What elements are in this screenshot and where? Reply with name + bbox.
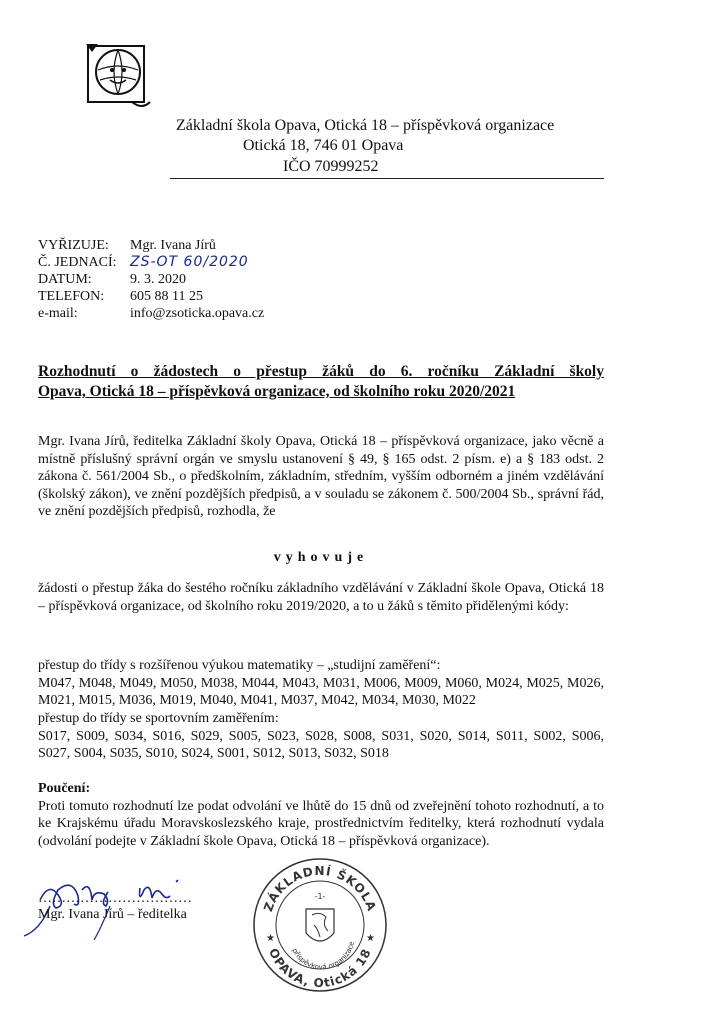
meta-value: info@zsoticka.opava.cz xyxy=(130,306,265,321)
meta-value: 605 88 11 25 xyxy=(130,289,203,304)
meta-key: e-mail: xyxy=(38,306,78,321)
sport-codes: S017, S009, S034, S016, S029, S005, S023, S028, S008, S031, S020, S014, S011, S002, S006, S027, S004, S035, S010, S024, S001, S012, S013, S032, S018 xyxy=(38,728,604,761)
stamp-bottom-text: OPAVA, Otická 18 xyxy=(265,946,374,991)
meta-block xyxy=(38,237,264,322)
signature-dots: …………………………… xyxy=(38,891,192,906)
official-stamp xyxy=(250,855,390,995)
intro-paragraph: Mgr. Ivana Jírů, ředitelka Základní školy Opava, Otická 18 – příspěvková organizace, jako věcně a místně příslušný správní orgán ve smyslu ustanovení § 49, § 165 odst. 2 písm. e) a § 183 odst. 2 zákona č. 561/2004 Sb., o předškolním, základním, středním, vyšším odborném a jiném vzdělávání (školský zákon), ve znění pozdějších předpisů, a v souladu se zákonem č. 500/2004 Sb., správní řád, ve znění pozdějších předpisů, rozhodla, že xyxy=(38,434,604,519)
document-title xyxy=(38,362,604,402)
meta-row-handler xyxy=(38,237,264,254)
meta-key: DATUM: xyxy=(38,272,92,287)
school-logo xyxy=(84,40,152,112)
meta-value: 9. 3. 2020 xyxy=(130,272,186,287)
appeal-text: Proti tomuto rozhodnutí lze podat odvolání ve lhůtě do 15 dnů od zveřejnění tohoto rozhodnutí, a to ke Krajskému úřadu Moravskoslezského kraje, prostřednictvím ředitelky, která rozhodnutí vydala (odvolání podejte v Základní škole Opava, Otická 18 – příspěvková organizace). xyxy=(38,798,604,849)
org-name: Základní škola Opava, Otická 18 – příspěvková organizace xyxy=(176,117,555,134)
title-line-2: Opava, Otická 18 – příspěvková organizace, od školního roku 2020/2021 xyxy=(38,383,516,400)
meta-row-date xyxy=(38,271,264,288)
meta-key: TELEFON: xyxy=(38,289,105,304)
stamp-inner-text: příspěvková organizace xyxy=(290,940,356,972)
math-section xyxy=(38,657,604,710)
svg-text:příspěvková organizace xyxy=(291,941,356,972)
meta-value-handwritten: ZS-OT 60/2020 xyxy=(130,254,249,270)
sport-section xyxy=(38,710,604,763)
verdict: vyhovuje xyxy=(273,550,369,565)
sport-heading: přestup do třídy se sportovním zaměřením: xyxy=(38,711,279,726)
appeal-notice xyxy=(38,780,604,850)
org-ico: IČO 70999252 xyxy=(283,158,379,175)
svg-text:★: ★ xyxy=(266,933,275,944)
org-address: Otická 18, 746 01 Opava xyxy=(243,137,404,154)
meta-row-phone xyxy=(38,288,264,305)
title-line-1: Rozhodnutí o žádostech o přestup žáků do 6. ročníku Základní školy xyxy=(38,363,604,380)
meta-row-email xyxy=(38,305,264,322)
meta-value: Mgr. Ivana Jírů xyxy=(130,238,216,253)
meta-key: VYŘIZUJE: xyxy=(38,238,109,253)
decision-paragraph: žádosti o přestup žáka do šestého ročníku základního vzdělávání v Základní škole Opava, Otická 18 – příspěvková organizace, od školního roku 2019/2020, a to u žáků s těmito přidělenými kódy: xyxy=(38,581,604,614)
svg-text:★: ★ xyxy=(366,933,375,944)
signature-name: Mgr. Ivana Jírů – ředitelka xyxy=(38,907,187,922)
appeal-heading: Poučení: xyxy=(38,781,91,796)
svg-text:ZÁKLADNÍ ŠKOLA xyxy=(261,863,379,913)
math-heading: přestup do třídy s rozšířenou výukou matematiky – „studijní zaměření“: xyxy=(38,658,441,673)
stamp-number: -1- xyxy=(314,892,326,901)
header-divider xyxy=(170,178,604,179)
meta-key: Č. JEDNACÍ: xyxy=(38,255,117,270)
meta-row-reference xyxy=(38,254,264,271)
stamp-top-text: ZÁKLADNÍ ŠKOLA xyxy=(261,864,379,914)
math-codes: M047, M048, M049, M050, M038, M044, M043, M031, M006, M009, M060, M024, M025, M026, M021, M015, M036, M019, M040, M041, M037, M042, M034, M030, M022 xyxy=(38,675,604,708)
